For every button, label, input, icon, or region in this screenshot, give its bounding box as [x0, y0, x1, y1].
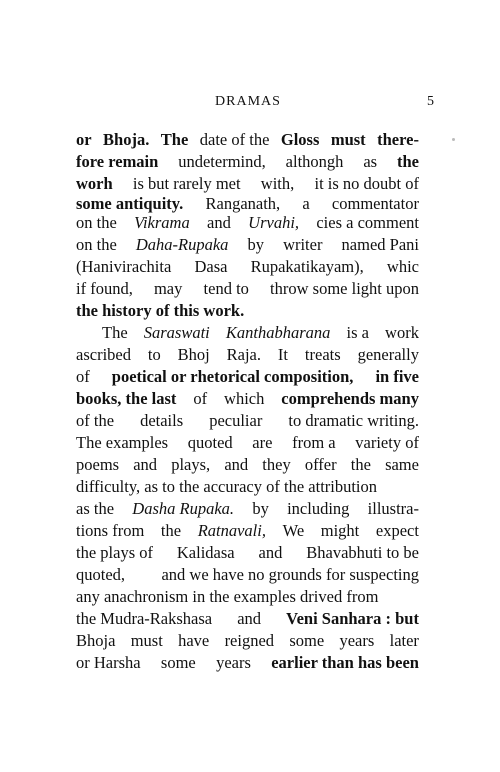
text-line — [76, 344, 419, 366]
text-run: Urvahi, — [248, 213, 300, 232]
text-line — [76, 256, 419, 278]
text-run: to dramatic writing. — [288, 411, 419, 430]
text-line — [76, 542, 419, 564]
text-line — [76, 630, 419, 652]
text-run: the — [396, 152, 419, 171]
text-run: which — [224, 389, 265, 408]
text-run: Vikrama — [134, 213, 190, 232]
text-line — [76, 300, 419, 322]
text-run: it is no doubt of — [314, 174, 419, 193]
text-run: generally — [357, 345, 419, 364]
text-run: Kanthabharana — [225, 323, 331, 342]
text-run: details — [140, 411, 184, 430]
text-run: on the — [76, 235, 117, 254]
text-run: same — [385, 455, 419, 474]
text-run: poems — [76, 455, 120, 474]
paper-speck — [452, 138, 455, 141]
text-run: if found, — [76, 279, 133, 298]
text-run: some antiquity. — [76, 194, 184, 213]
text-run: Bhavabhuti to be — [306, 543, 419, 562]
text-run: any anachronism in the examples drived from — [76, 587, 379, 606]
text-run: Raja. — [226, 345, 262, 364]
text-run: in five — [375, 367, 419, 386]
text-run: The examples — [76, 433, 169, 452]
text-line — [76, 608, 419, 630]
text-run: The — [160, 130, 189, 149]
text-run: years — [216, 653, 251, 672]
text-line — [76, 564, 419, 586]
text-run: commentator — [331, 194, 419, 213]
text-run: peculiar — [209, 411, 263, 430]
text-run: Ranganath, — [205, 194, 281, 213]
text-run: by — [252, 499, 269, 518]
text-run: Kalidasa — [176, 543, 235, 562]
text-run: (Hanivirachita — [76, 257, 172, 276]
text-run: as — [363, 152, 378, 171]
text-run: there- — [377, 130, 419, 149]
text-run: Bhoja — [76, 631, 116, 650]
text-run: cies a comment — [316, 213, 419, 232]
text-run: with, — [260, 174, 295, 193]
text-line — [76, 432, 419, 454]
text-run: Veni Sanhara : but — [286, 609, 419, 628]
text-run: Daha-Rupaka — [135, 235, 229, 254]
text-run: plays, — [171, 455, 211, 474]
text-run: may — [153, 279, 183, 298]
text-line — [76, 195, 419, 212]
text-run: have — [178, 631, 210, 650]
text-run: work — [385, 323, 419, 342]
page-number: 5 — [427, 94, 434, 109]
text-run: is but rarely met — [132, 174, 241, 193]
text-line — [76, 586, 419, 608]
text-run: treats — [304, 345, 341, 364]
text-run: comprehends many — [281, 389, 419, 408]
text-run: and — [207, 213, 231, 232]
text-run: Rupakatikayam), — [250, 257, 364, 276]
text-run: from a — [292, 433, 336, 452]
text-run: Ratnavali, — [197, 521, 266, 540]
text-run: are — [252, 433, 273, 452]
text-run: by — [247, 235, 264, 254]
text-line — [76, 173, 419, 195]
text-run: Bhoj — [177, 345, 210, 364]
text-run: of — [76, 367, 90, 386]
text-run: ascribed — [76, 345, 131, 364]
text-run: poetical or rhetorical composition, — [111, 367, 354, 386]
text-run: some — [160, 653, 196, 672]
text-line — [76, 234, 419, 256]
text-run: of — [193, 389, 208, 408]
text-run: The — [102, 323, 128, 342]
text-run: date of the — [199, 130, 270, 149]
text-run: and — [258, 543, 283, 562]
text-line — [76, 476, 419, 498]
text-line — [76, 151, 419, 173]
text-run: and — [237, 609, 262, 628]
text-run: later — [389, 631, 419, 650]
text-run: to — [147, 345, 161, 364]
text-run: or — [76, 130, 92, 149]
text-run: illustra- — [367, 499, 419, 518]
text-line — [76, 520, 419, 542]
text-run: fore remain — [76, 152, 159, 171]
text-run: books, the last — [76, 389, 177, 408]
text-run: Dasa — [194, 257, 228, 276]
text-run: some — [289, 631, 325, 650]
text-run: or Harsha — [76, 653, 141, 672]
text-run: tend to — [203, 279, 249, 298]
text-line — [76, 454, 419, 476]
text-run: as the — [76, 499, 115, 518]
text-run: Dasha Rupaka. — [132, 499, 235, 518]
text-run: a — [302, 194, 310, 213]
text-run: the history of this work. — [76, 301, 245, 320]
text-run: expect — [375, 521, 419, 540]
text-run: must — [130, 631, 163, 650]
text-run: and we have no grounds for suspecting — [161, 565, 419, 584]
text-run: Gloss — [280, 130, 320, 149]
text-run: writer — [283, 235, 323, 254]
text-run: the — [350, 455, 371, 474]
text-run: althongh — [285, 152, 344, 171]
text-run: on the — [76, 213, 117, 232]
text-line — [76, 129, 419, 151]
text-run: the plays of — [76, 543, 153, 562]
text-run: and — [133, 455, 158, 474]
text-run: Saraswati — [143, 323, 210, 342]
text-run: named Pani — [341, 235, 419, 254]
text-run: earlier than has been — [271, 653, 419, 672]
text-run: quoted, — [76, 565, 126, 584]
text-run: and — [224, 455, 249, 474]
text-line — [76, 278, 419, 300]
text-run: including — [287, 499, 350, 518]
text-run: years — [339, 631, 375, 650]
text-run: We — [282, 521, 305, 540]
text-run: might — [320, 521, 360, 540]
text-run: variety of — [355, 433, 419, 452]
text-line — [76, 652, 419, 674]
text-run: throw some light upon — [270, 279, 419, 298]
running-head — [76, 94, 434, 114]
text-run: It — [277, 345, 289, 364]
text-run: worh — [76, 174, 113, 193]
text-run: is a — [346, 323, 369, 342]
text-line — [76, 410, 419, 432]
text-run: whic — [386, 257, 419, 276]
text-run: the Mudra-Rakshasa — [76, 609, 213, 628]
text-run: offer — [304, 455, 337, 474]
text-run: Bhoja. — [103, 130, 150, 149]
text-run: must — [330, 130, 366, 149]
text-line — [76, 322, 419, 344]
text-run: difficulty, as to the accuracy of the attribution — [76, 477, 378, 496]
text-line — [76, 388, 419, 410]
text-run: quoted — [187, 433, 233, 452]
body-text — [76, 129, 419, 674]
text-run: undetermind, — [178, 152, 266, 171]
text-run: the — [160, 521, 182, 540]
chapter-title: DRAMAS — [215, 94, 281, 109]
text-run: of the — [76, 411, 115, 430]
text-run: reigned — [224, 631, 275, 650]
text-run: tions from — [76, 521, 145, 540]
text-line — [76, 498, 419, 520]
text-line — [76, 212, 419, 234]
text-run: they — [262, 455, 291, 474]
text-line — [76, 366, 419, 388]
